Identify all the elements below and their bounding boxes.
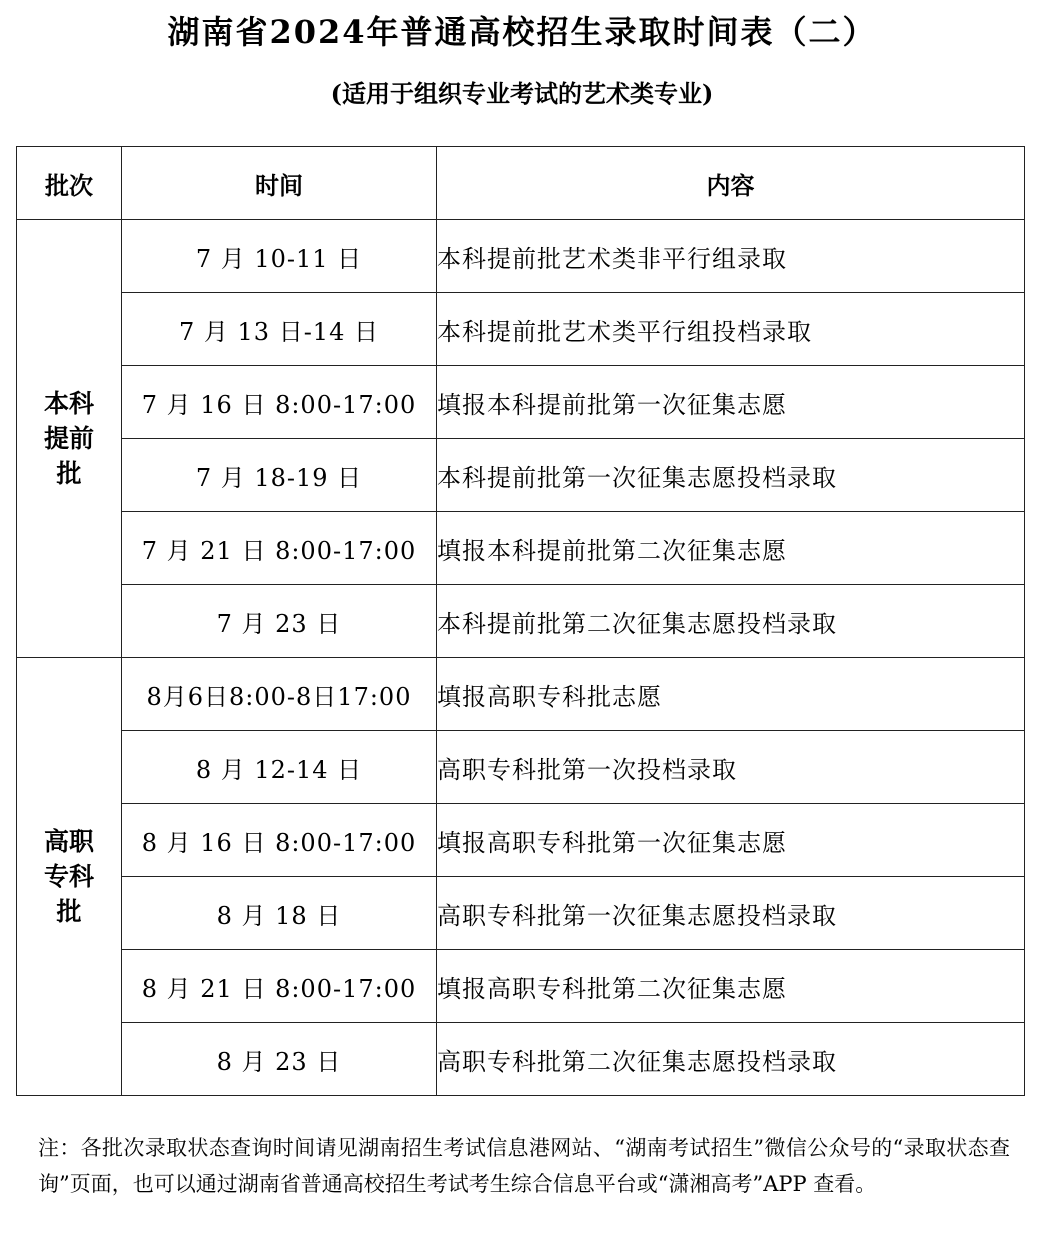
header-time: 时间 — [122, 147, 437, 220]
table-row — [17, 950, 1025, 1023]
footnote: 注：各批次录取状态查询时间请见湖南招生考试信息港网站、“湖南考试招生”微信公众号的“录取状态查询”页面，也可以通过湖南省普通高校招生考试考生综合信息平台或“潇湘高考”APP 查看。 — [38, 1136, 1010, 1196]
content-cell: 高职专科批第二次征集志愿投档录取 — [437, 1023, 1025, 1096]
table-row — [17, 293, 1025, 366]
batch-cell-vocational — [17, 658, 122, 1096]
time-cell: 7 月 23 日 — [122, 585, 437, 658]
table-row — [17, 512, 1025, 585]
time-cell: 8 月 23 日 — [122, 1023, 437, 1096]
table-row — [17, 731, 1025, 804]
content-cell: 填报本科提前批第一次征集志愿 — [437, 366, 1025, 439]
header-content: 内容 — [437, 147, 1025, 220]
time-cell: 7 月 16 日 8:00-17:00 — [122, 366, 437, 439]
content-cell: 本科提前批艺术类非平行组录取 — [437, 220, 1025, 293]
batch-label: 高职专科批 — [43, 827, 94, 926]
content-cell: 填报高职专科批第二次征集志愿 — [437, 950, 1025, 1023]
content-cell: 填报本科提前批第二次征集志愿 — [437, 512, 1025, 585]
content-cell: 本科提前批第一次征集志愿投档录取 — [437, 439, 1025, 512]
table-row — [17, 658, 1025, 731]
time-cell: 8 月 16 日 8:00-17:00 — [122, 804, 437, 877]
content-cell: 填报高职专科批志愿 — [437, 658, 1025, 731]
header-batch: 批次 — [17, 147, 122, 220]
document-title: 湖南省2024年普通高校招生录取时间表（二） — [167, 13, 877, 51]
time-cell: 8 月 12-14 日 — [122, 731, 437, 804]
content-cell: 高职专科批第一次征集志愿投档录取 — [437, 877, 1025, 950]
time-cell: 7 月 18-19 日 — [122, 439, 437, 512]
time-cell: 8 月 21 日 8:00-17:00 — [122, 950, 437, 1023]
table-row — [17, 220, 1025, 293]
table-row — [17, 585, 1025, 658]
content-cell: 本科提前批艺术类平行组投档录取 — [437, 293, 1025, 366]
content-cell: 填报高职专科批第一次征集志愿 — [437, 804, 1025, 877]
table-header-row — [17, 147, 1025, 220]
time-cell: 7 月 13 日-14 日 — [122, 293, 437, 366]
time-cell: 7 月 21 日 8:00-17:00 — [122, 512, 437, 585]
table-row — [17, 366, 1025, 439]
admission-schedule-table — [16, 146, 1025, 1096]
table-row — [17, 804, 1025, 877]
time-cell: 8月6日8:00-8日17:00 — [122, 658, 437, 731]
time-cell: 8 月 18 日 — [122, 877, 437, 950]
batch-cell-undergraduate — [17, 220, 122, 658]
content-cell: 本科提前批第二次征集志愿投档录取 — [437, 585, 1025, 658]
content-cell: 高职专科批第一次投档录取 — [437, 731, 1025, 804]
time-cell: 7 月 10-11 日 — [122, 220, 437, 293]
table-row — [17, 1023, 1025, 1096]
document-subtitle: (适用于组织专业考试的艺术类专业) — [330, 79, 714, 108]
batch-label: 本科提前批 — [43, 389, 94, 488]
table-row — [17, 877, 1025, 950]
table-row — [17, 439, 1025, 512]
